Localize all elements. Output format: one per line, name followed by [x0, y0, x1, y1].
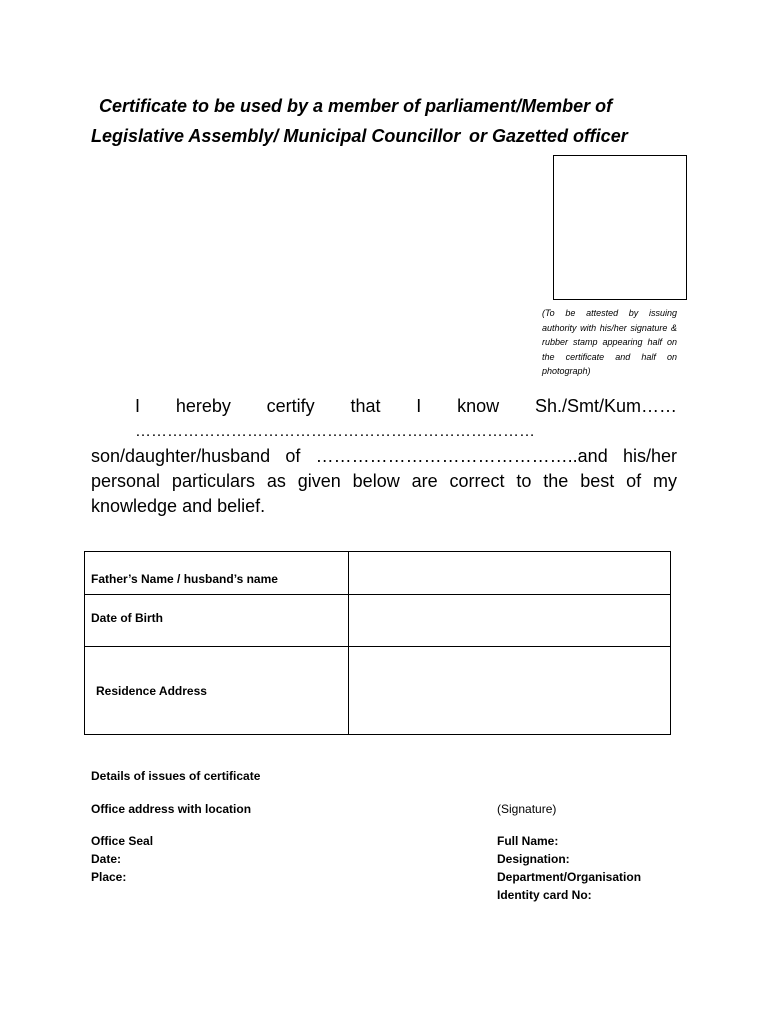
table-row	[85, 647, 671, 735]
residence-address-label: Residence Address	[85, 647, 349, 735]
photograph-box	[553, 155, 687, 300]
fathers-name-value[interactable]	[349, 552, 671, 595]
photograph-attestation-note: (To be attested by issuing authority with his/her signature & rubber stamp appearing half on the certificate and half on photograph)	[542, 308, 677, 376]
certify-word: son/daughter/husband	[91, 446, 271, 466]
department-label: Department/Organisation	[497, 870, 642, 884]
details-heading: Details of issues of certificate	[91, 769, 261, 783]
certify-word: of	[285, 446, 301, 466]
certificate-title-line-2-left: Legislative Assembly/ Municipal Councillor	[91, 126, 461, 146]
signature-label: (Signature)	[497, 802, 557, 816]
certificate-title-line-2-right: or Gazetted officer	[469, 126, 628, 146]
residence-address-value[interactable]	[349, 647, 671, 735]
certify-line-5: knowledge and belief.	[91, 496, 266, 516]
full-name-label: Full Name:	[497, 834, 559, 848]
certify-line-3	[91, 444, 677, 469]
certify-word: hereby	[175, 396, 231, 416]
certify-word: I	[135, 396, 141, 416]
certify-word: that	[350, 396, 381, 416]
certify-word: I	[416, 396, 422, 416]
office-address-label: Office address with location	[91, 802, 252, 816]
certify-word: certify	[266, 396, 315, 416]
date-of-birth-label: Date of Birth	[85, 595, 349, 647]
certify-line-2-dots: …………………………………………………………………	[135, 423, 535, 440]
certify-word: his/her	[622, 446, 677, 466]
particulars-table	[84, 551, 671, 735]
certificate-title-line-1: Certificate to be used by a member of parliament/Member of	[99, 96, 613, 116]
certify-word: Sh./Smt/Kum……	[534, 396, 677, 416]
table-row	[85, 595, 671, 647]
date-label: Date:	[91, 852, 122, 866]
office-seal-label: Office Seal	[91, 834, 154, 848]
table-row	[85, 552, 671, 595]
designation-label: Designation:	[497, 852, 570, 866]
certify-word: know	[457, 396, 500, 416]
fathers-name-label: Father’s Name / husband’s name	[85, 552, 349, 595]
certify-line-1	[135, 394, 677, 419]
certify-line-4: personal particulars as given below are correct to the best of my	[91, 471, 677, 491]
place-label: Place:	[91, 870, 127, 884]
identity-card-label: Identity card No:	[497, 888, 592, 902]
date-of-birth-value[interactable]	[349, 595, 671, 647]
certify-word: ……………………………………..and	[315, 446, 608, 466]
